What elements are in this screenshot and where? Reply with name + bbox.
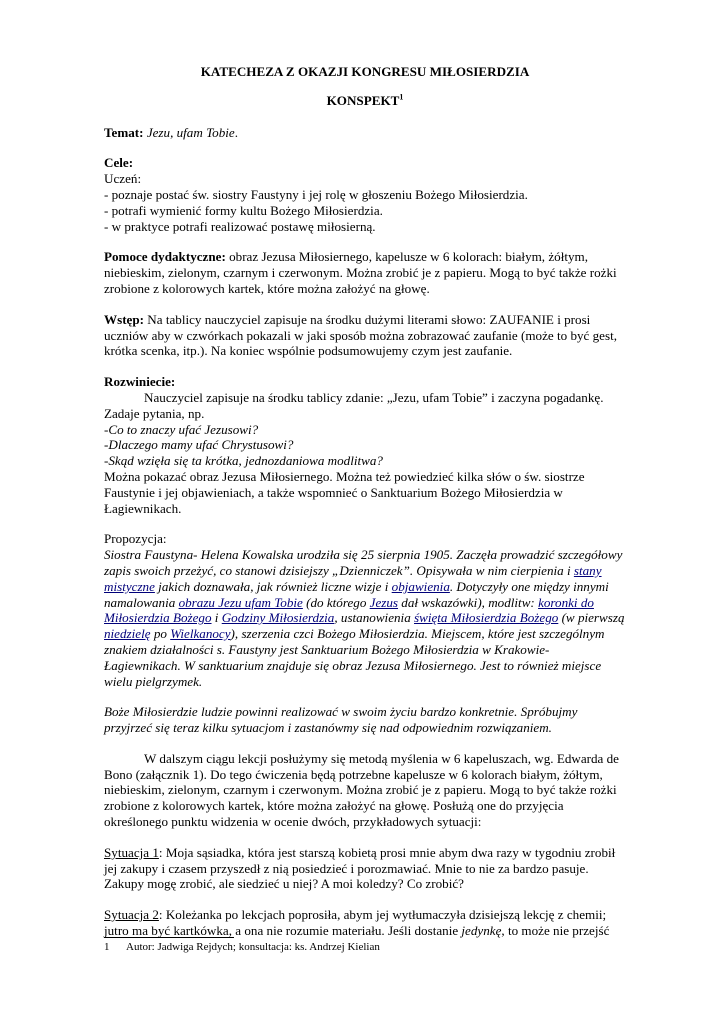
rozwiniecie-section [104,374,626,516]
cele-item: - poznaje postać św. siostry Faustyny i jej rolę w głoszeniu Bożego Miłosierdzia. [104,186,528,202]
rozwiniecie-paragraph: Nauczyciel zapisuje na środku tablicy zdanie: „Jezu, ufam Tobie” i zaczyna pogadankę. Zadaje pytania, np. [104,389,604,421]
footnote-text: Autor: Jadwiga Rejdych; konsultacja: ks. Andrzej Kielian [126,941,380,953]
temat-label: Temat: [104,124,144,140]
temat-value: Jezu, ufam Tobie [146,124,235,140]
document-page [104,64,626,939]
link-niedziela[interactable]: niedzielę [104,626,151,642]
propozycja-section [104,531,626,689]
link-stany-mistyczne[interactable]: stany mistyczne [104,562,602,594]
cele-section [104,155,626,234]
link-objawienia[interactable]: objawienia [391,578,450,594]
footnote [104,937,626,954]
link-godziny-milosierdzia[interactable]: Godziny Miłosierdzia [221,610,335,626]
document-title: KATECHEZA Z OKAZJI KONGRESU MIŁOSIERDZIA [200,64,530,79]
sytuacja-1-label: Sytuacja 1 [104,844,159,860]
pomoce-section [104,249,626,296]
footnote-number: 1 [104,941,110,953]
sytuacja-1-text: : Moja sąsiadka, która jest starszą kobietą prosi mnie abym dwa razy w tygodniu zrobił jej zakupy i czasem przyszedł z nią posiedzieć i porozmawiać. Mnie to nie za bardzo pasuje. Zakupy mogę zrobić, ale siedzieć u niej? A moi koledzy? Co zrobić? [104,844,616,892]
sytuacja-1 [104,845,626,892]
rozwiniecie-paragraph: Można pokazać obraz Jezusa Miłosiernego. Można też powiedzieć kilka słów o św. siostrze Faustynie i jej objawieniach, a także wspomnieć o Sanktuarium Bożego Miłosierdzia w Łagiewnikach. [104,468,585,516]
link-jezus[interactable]: Jezus [369,594,399,610]
link-obraz-jezu-ufam-tobie[interactable]: obrazu Jezu ufam Tobie [178,594,303,610]
footnote-divider [104,937,234,938]
sytuacja-2: Sytuacja 2: Koleżanka po lekcjach poprosiła, abym jej wytłumaczyła dzisiejszą lekcję z chemii; jutro ma być kartkówka, a ona nie rozumie materiału. Jeśli dostanie jedynkę, to może nie przejść [104,907,610,939]
link-swieto-milosierdzia[interactable]: święta Miłosierdzia Bożego [414,610,559,626]
boze-paragraph: Boże Miłosierdzie ludzie powinni realizować w swoim życiu bardzo konkretnie. Spróbujmy przyjrzeć się teraz kilku sytuacjom i zastanówmy się nad odpowiednim rozwiązaniem. [104,704,578,736]
question-item: -Dlaczego mamy ufać Chrystusowi? [104,437,294,453]
temat-end: . [234,124,238,140]
document-subtitle [104,93,626,109]
cele-label: Cele: [104,155,134,171]
link-koronka[interactable]: koronki do Miłosierdzia Bożego [104,594,594,626]
propozycja-paragraph: Siostra Faustyna- Helena Kowalska urodziła się 25 sierpnia 1905. Zaczęła prowadzić szczegółowy zapis swoich przeżyć, co stanowi dzisiejszy „Dzienniczek”. Opisywała w nim cierpienia i stany mistyczne jakich doznawała, jak również liczne wizje i objawienia. Dotyczyły one między innymi namalowania obrazu Jezu ufam Tobie (do którego Jezus dał wskazówki), modlitw: koronki do Miłosierdzia Bożego i Godziny Miłosierdzia, ustanowienia święta Miłosierdzia Bożego (w pierwszą niedzielę po Wielkanocy), szerzenia czci Bożego Miłosierdzia. Miejscem, które jest szczególnym znakiem działalności s. Faustyny jest Sanktuarium Bożego Miłosierdzia w Krakowie-Łagiewnikach. W sanktuarium znajduje się obraz Jezusa Miłosiernego. Jest to również miejsce wielu pielgrzymek. [104,547,625,689]
subtitle-text: KONSPEKT [326,92,400,108]
link-wielkanoc[interactable]: Wielkanocy [170,626,231,642]
pomoce-label: Pomoce dydaktyczne: [104,249,226,265]
propozycja-label: Propozycja: [104,531,167,547]
wstep-label: Wstęp: [104,311,145,327]
cele-item: - potrafi wymienić formy kultu Bożego Miłosierdzia. [104,202,383,218]
dalszym-paragraph: W dalszym ciągu lekcji posłużymy się metodą myślenia w 6 kapeluszach, wg. Edwarda de Bono (załącznik 1). Do tego ćwiczenia będą potrzebne kapelusze w 6 kolorach białym, żółtym, niebieskim, zielonym, czarnym i czerwonym. Można zrobić je z papieru. Mogą to być także rożki zrobione z kolorowych kartek, które można założyć na głowę. Posłużą one do przyjęcia określonego punktu widzenia w ocenie dwóch, przykładowych sytuacji: [104,750,619,830]
temat-section [104,125,626,141]
rozwiniecie-label: Rozwiniecie: [104,374,176,390]
question-item: -Skąd wzięła się ta krótka, jednozdaniowa modlitwa? [104,453,383,469]
pomoce-text: obraz Jezusa Miłosiernego, kapelusze w 6 kolorach: białym, żółtym, niebieskim, zielonym, czarnym i czerwonym. Można zrobić je z papieru. Mogą to być także rożki zrobione z kolorowych kartek, które można założyć na głowę. [104,249,617,296]
question-item: -Co to znaczy ufać Jezusowi? [104,421,259,437]
sytuacja-2-label: Sytuacja 2 [104,907,159,923]
wstep-text: Na tablicy nauczyciel zapisuje na środku dużymi literami słowo: ZAUFANIE i prosi uczniów aby w czwórkach pokazali w jaki sposób można zobrazować zaufanie (może to być gest, krótka scenka, itp.). Na koniec wspólnie podsumowujemy czym jest zaufanie. [104,311,617,359]
footnote-ref[interactable]: 1 [399,92,404,102]
wstep-section [104,312,626,359]
cele-item: - w praktyce potrafi realizować postawę miłosierną. [104,218,376,234]
cele-intro: Uczeń: [104,171,142,187]
